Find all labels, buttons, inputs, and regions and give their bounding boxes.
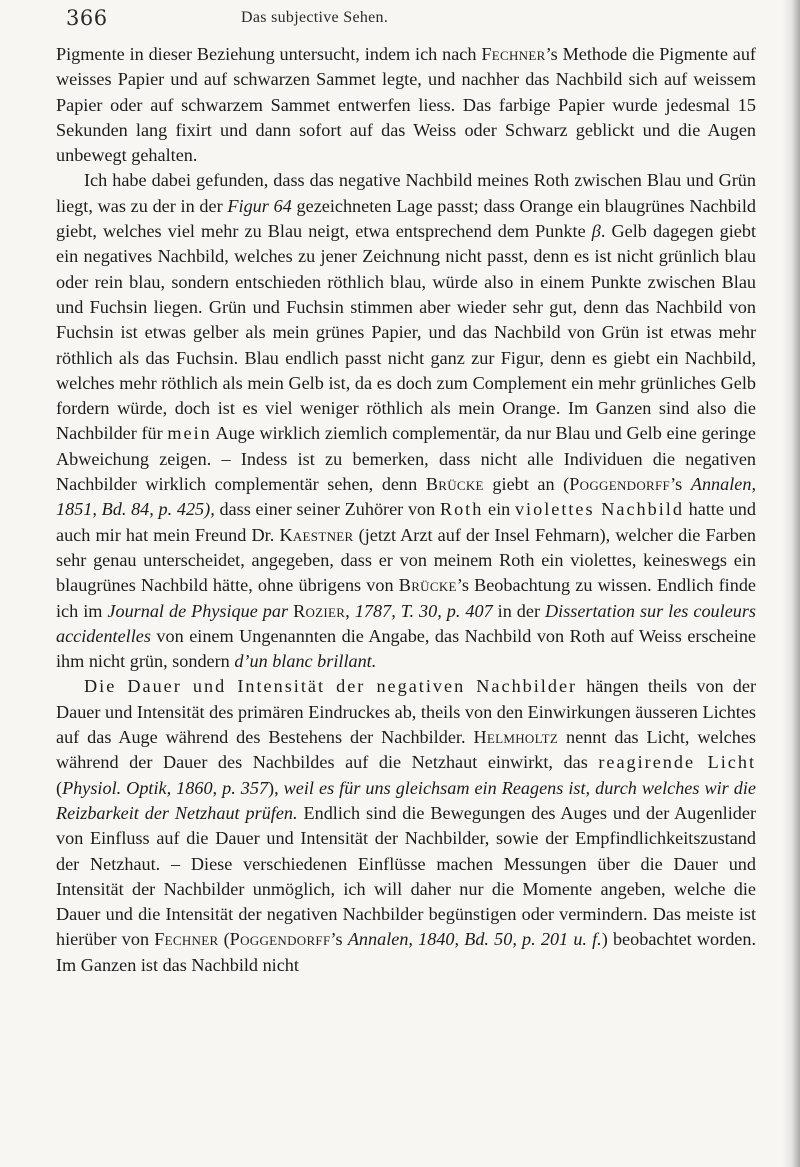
author-name: Rozier (293, 600, 346, 621)
paragraph (56, 674, 756, 978)
emphasis: violettes Nachbild (514, 499, 684, 520)
running-head: Das subjective Sehen. (241, 9, 389, 26)
text-run: ein (483, 499, 515, 520)
text-run: giebt an ( (483, 474, 570, 495)
author-name: Brücke (425, 474, 484, 495)
text-run: ’s (330, 929, 348, 950)
point-label: β (591, 221, 601, 242)
emphasis: Roth (439, 499, 484, 520)
author-name: Kaestner (279, 524, 354, 545)
author-name: Helmholtz (473, 727, 559, 748)
text-run: ’s Methode die Pigmente auf weisses Papier und auf schwarzen Sammet legte, und nachher das Nachbild sich auf weissem Papier oder auf schwarzem Sammet entwerfen liess. Das farbige Papier wurde jedesmal 15 Sekunden lang fixirt und dann sofort auf das Weiss oder Schwarz geblickt und die Augen unbewegt gehalten. (56, 44, 756, 166)
page-number: 366 (66, 6, 108, 30)
text-run: . Gelb dagegen giebt ein negatives Nachbild, welches zu jener Zeichnung nicht passt, denn es ist nicht grünlich blau oder rein blau, sondern entschieden röthlich blau, würde also in einem Punkte zwischen Blau und Fuchsin liegen. Grün und Fuchsin stimmen aber wieder sehr gut, denn das Nachbild von Fuchsin ist etwas gelber als mein grünes Papier, und das Nachbild von Grün ist etwas mehr röthlich als das Fuchsin. Blau endlich passt nicht ganz zur Figur, denn es giebt ein Nachbild, welches mehr röthlich als mein Gelb ist, da es doch zum Complement ein mehr grünliches Gelb fordern würde, doch ist es viel weniger röthlich als mein Orange. Im Ganzen sind also die Nachbilder für (56, 221, 757, 444)
text-run: nennt das Licht, welches während der Dauer des Nachbildes auf die Netzhaut einwirkt, das (56, 727, 756, 773)
paragraph-continued (56, 42, 756, 168)
text-run: von einem Ungenannten die Angabe, das Nachbild von Roth auf Weiss erscheine ihm nicht grün, sondern (56, 625, 756, 672)
emphasis: reagirende Licht (598, 752, 756, 773)
text-run: ’s (670, 474, 691, 495)
citation: Annalen, 1851, Bd. 84, p. 425), (56, 474, 756, 520)
page-gutter-shadow (782, 0, 800, 1167)
quotation: weil es für uns gleichsam ein Reagens ist, durch welches wir die Reizbarkeit der Netzhaut prüfen. (56, 777, 756, 823)
text-run: Ich habe dabei gefunden, dass das negative Nachbild meines Roth zwischen Blau und Grün liegt, was zu der in der (56, 170, 756, 216)
body-text (56, 42, 756, 978)
text-run: gezeichneten Lage passt; dass Orange ein blaugrünes Nachbild giebt, welches viel mehr zu Blau neigt, etwa entsprechend dem Punkte (56, 195, 756, 242)
author-name: Fechner (481, 44, 546, 64)
citation: Dissertation sur les couleurs accidentelles (56, 600, 757, 646)
citation: 1787, T. 30, p. 407 (354, 600, 493, 621)
text-run: Endlich sind die Bewegungen des Auges und der Augenlider von Einfluss auf die Dauer und Intensität der Nachbilder, sowie der Empfindlichkeitszustand der Netzhaut. – Diese verschiedenen Einflüsse machen Messungen über die Dauer und Intensität der Nachbilder unmöglich, ich will daher nur die Momente angeben, welche die Dauer und die Intensität der negativen Nachbilder begünstigen oder vermindern. Das meiste ist hierüber von (56, 802, 756, 950)
text-run: ( (218, 929, 230, 950)
emphasis: mein (167, 423, 212, 444)
text-run: Auge wirklich ziemlich complementär, da nur Blau und Gelb eine geringe Abweichung zeigen. – Indess ist zu bemerken, dass nicht alle Individuen die negativen Nachbilder wirklich complementär sehen, denn (56, 423, 757, 495)
text-run: (jetzt Arzt auf der Insel Fehmarn), welcher die Farben sehr genau unterscheidet, angegeben, dass er von meinem Roth ein violettes, keineswegs ein blaugrünes Nachbild hätte, ohne übrigens von (56, 524, 756, 596)
text-run: ), (268, 777, 284, 798)
page-header (66, 6, 766, 36)
text-run: ’s Beobachtung zu wissen. Endlich finde ich im (56, 575, 756, 621)
text-run: , (345, 600, 355, 621)
text-run: hängen theils von der Dauer und Intensität des primären Eindruckes ab, theils von den Einwirkungen äusseren Lichtes auf das Auge während des Bestehens der Nachbilder. (56, 676, 756, 748)
quotation: d’un blanc brillant. (234, 651, 377, 672)
figure-reference: Figur 64 (227, 195, 292, 216)
citation: Journal de Physique par (107, 600, 289, 621)
citation: Annalen, 1840, Bd. 50, p. 201 u. f. (347, 929, 602, 950)
text-run: dass einer seiner Zuhörer von (214, 499, 440, 520)
text-run: in der (492, 600, 546, 621)
text-run: ) beobachtet worden. Im Ganzen ist das Nachbild nicht (56, 929, 756, 975)
paragraph (56, 168, 756, 674)
author-name: Fechner (154, 929, 219, 950)
text-run: hatte und auch mir hat mein Freund Dr. (56, 499, 756, 545)
author-name: Brücke (398, 575, 457, 596)
text-run: Pigmente in dieser Beziehung untersucht, indem ich nach (56, 44, 482, 64)
citation: Physiol. Optik, 1860, p. 357 (62, 777, 269, 798)
section-lead: Die Dauer und Intensität der negativen Nachbilder (84, 676, 578, 697)
author-name: Poggendorff (569, 474, 671, 495)
text-run: ( (56, 777, 63, 798)
author-name: Poggendorff (229, 929, 331, 950)
